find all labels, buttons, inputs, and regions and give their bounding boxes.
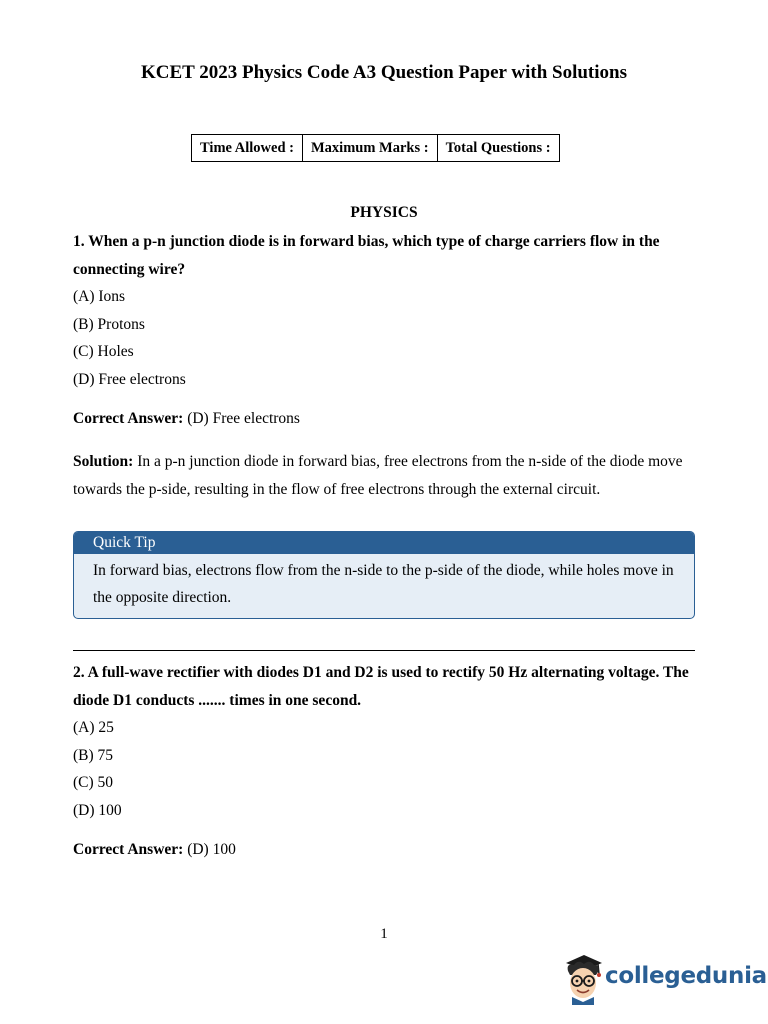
question-1-option-c: (C) Holes	[73, 343, 134, 360]
question-2	[73, 659, 695, 824]
question-divider	[73, 650, 695, 651]
solution-text: In a p-n junction diode in forward bias, free electrons from the n-side of the diode move towards the p-side, resulting in the flow of free electrons through the external circuit.	[73, 453, 683, 498]
question-2-option-d: (D) 100	[73, 801, 122, 819]
correct-answer-label: Correct Answer:	[73, 841, 184, 858]
question-1-stem: 1. When a p-n junction diode is in forward bias, which type of charge carriers flow in the connecting wire?	[73, 233, 660, 278]
question-2-option-a: (A) 25	[73, 719, 114, 736]
question-1-answer	[73, 405, 695, 433]
page-number: 1	[380, 926, 388, 942]
question-1-solution	[73, 448, 695, 503]
mascot-icon	[560, 949, 606, 1005]
solution-label: Solution:	[73, 453, 134, 470]
quick-tip-box	[73, 531, 695, 619]
quick-tip-text: In forward bias, electrons flow from the n-side to the p-side of the diode, while holes move in the opposite direction.	[93, 562, 674, 606]
total-questions-cell: Total Questions :	[437, 135, 559, 162]
brand-name: collegedunia	[605, 963, 767, 989]
correct-answer-value: (D) Free electrons	[187, 410, 300, 427]
question-2-answer	[73, 836, 695, 864]
section-heading: PHYSICS	[350, 204, 418, 221]
correct-answer-label: Correct Answer:	[73, 410, 184, 427]
question-1	[73, 228, 695, 393]
maximum-marks-cell: Maximum Marks :	[302, 135, 437, 162]
question-2-stem: 2. A full-wave rectifier with diodes D1 and D2 is used to rectify 50 Hz alternating voltage. The diode D1 conducts ....... times in one second.	[73, 664, 689, 709]
time-allowed-cell: Time Allowed :	[192, 135, 303, 162]
correct-answer-value: (D) 100	[187, 841, 236, 858]
exam-info-table	[191, 134, 560, 162]
question-1-option-d: (D) Free electrons	[73, 370, 186, 388]
question-1-option-a: (A) Ions	[73, 288, 126, 305]
collegedunia-logo	[560, 949, 767, 1005]
question-2-option-b: (B) 75	[73, 746, 114, 764]
question-2-option-c: (C) 50	[73, 774, 114, 791]
page-title: KCET 2023 Physics Code A3 Question Paper with Solutions	[141, 62, 627, 83]
question-1-option-b: (B) Protons	[73, 315, 145, 333]
quick-tip-heading: Quick Tip	[74, 532, 694, 554]
